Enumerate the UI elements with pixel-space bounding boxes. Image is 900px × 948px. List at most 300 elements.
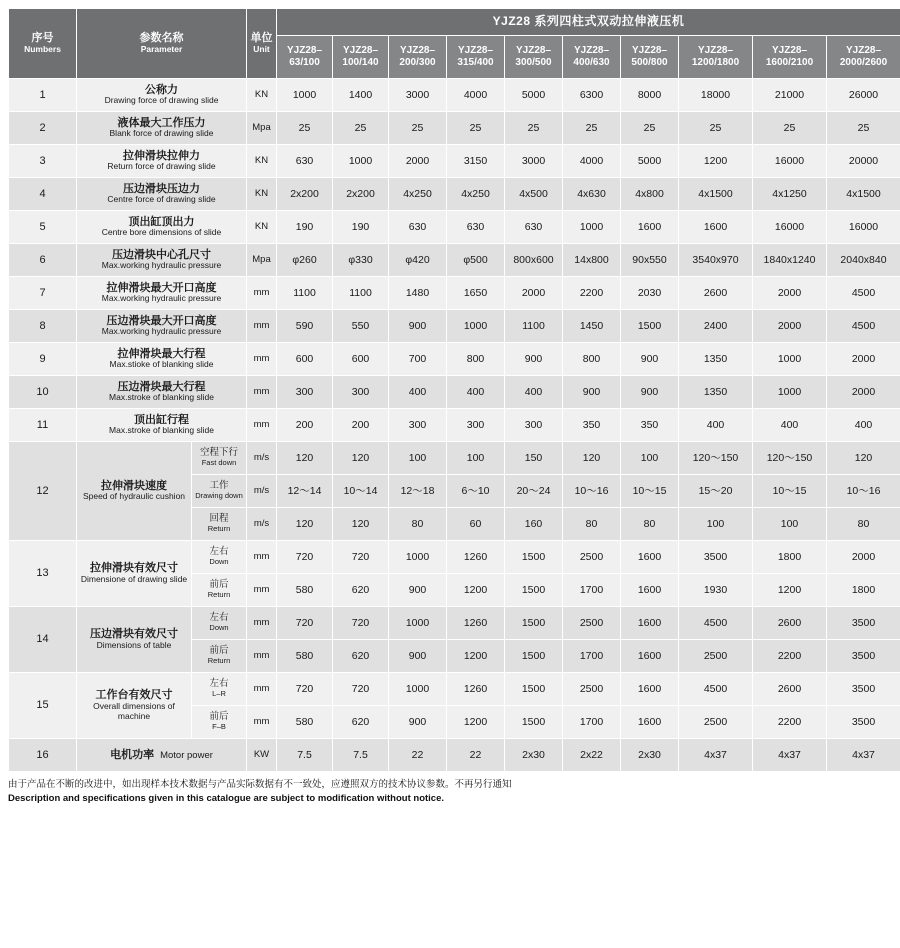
row-value-3: 900: [389, 706, 447, 739]
row-value-4: 6～10: [447, 475, 505, 508]
row-value-6: 1700: [563, 706, 621, 739]
row-value-5: 150: [505, 442, 563, 475]
group-parameter-cn: 压边滑块有效尺寸: [90, 628, 178, 641]
row-value-5: 3000: [505, 145, 563, 178]
row-value-2: 720: [333, 607, 389, 640]
row-parameter-label: [77, 310, 247, 343]
row-parameter-en: Drawing force of drawing slide: [104, 95, 219, 106]
model-line2: 1600/2100: [765, 57, 814, 68]
row-value-7: 90x550: [621, 244, 679, 277]
row-value-7: 10～15: [621, 475, 679, 508]
row-parameter-cn: 顶出缸行程: [134, 413, 189, 426]
sub-parameter-en: L–R: [212, 689, 226, 699]
row-value-6: 800: [563, 343, 621, 376]
row-number: 3: [9, 145, 77, 178]
row-value-4: φ500: [447, 244, 505, 277]
row-value-3: 100: [389, 442, 447, 475]
row-value-1: 580: [277, 574, 333, 607]
row-value-9: 25: [753, 112, 827, 145]
row-value-7: 900: [621, 343, 679, 376]
row-unit: Mpa: [247, 112, 277, 145]
row-number: 11: [9, 409, 77, 442]
row-value-5: 400: [505, 376, 563, 409]
sub-parameter-en: Return: [207, 524, 231, 534]
row-value-7: 2x30: [621, 739, 679, 772]
table-row: [9, 277, 900, 310]
row-value-8: 3540x970: [679, 244, 753, 277]
row-unit: KW: [247, 739, 277, 772]
header-model-7: [621, 36, 679, 79]
row-parameter-en: Motor power: [160, 749, 213, 761]
group-parameter-en: Overall dimensions of machine: [93, 701, 175, 721]
row-value-5: 20～24: [505, 475, 563, 508]
row-unit: mm: [247, 376, 277, 409]
row-value-8: 400: [679, 409, 753, 442]
sub-parameter-label: [192, 640, 247, 673]
row-parameter-en: Centre force of drawing slide: [107, 194, 216, 205]
row-value-3: 300: [389, 409, 447, 442]
sub-parameter-en: F–B: [212, 722, 226, 732]
row-parameter-cn: 压边滑块最大行程: [117, 380, 206, 393]
row-value-4: 22: [447, 739, 505, 772]
row-number: 4: [9, 178, 77, 211]
row-value-5: 800x600: [505, 244, 563, 277]
row-value-1: φ260: [277, 244, 333, 277]
row-value-9: 2000: [753, 277, 827, 310]
row-value-10: 25: [827, 112, 900, 145]
row-value-8: 120～150: [679, 442, 753, 475]
model-line2: 2000/2600: [839, 57, 888, 68]
row-value-6: 2200: [563, 277, 621, 310]
row-parameter-label: [77, 244, 247, 277]
sub-parameter-cn: 左右: [209, 612, 229, 624]
row-number: 1: [9, 79, 77, 112]
row-value-9: 1000: [753, 343, 827, 376]
header-model-4: [447, 36, 505, 79]
row-number: 9: [9, 343, 77, 376]
row-value-5: 2000: [505, 277, 563, 310]
header-model-5: [505, 36, 563, 79]
row-value-10: 2040x840: [827, 244, 900, 277]
row-parameter-cn: 拉伸滑块最大行程: [117, 347, 206, 360]
row-value-4: 630: [447, 211, 505, 244]
sub-parameter-cn: 左右: [209, 546, 229, 558]
row-value-10: 2000: [827, 541, 900, 574]
row-value-7: 8000: [621, 79, 679, 112]
row-value-6: 1700: [563, 574, 621, 607]
row-parameter-cn: 拉伸滑块最大开口高度: [106, 281, 217, 294]
model-line2: 200/300: [399, 57, 436, 68]
header-row-title: [9, 9, 900, 36]
table-row: [9, 310, 900, 343]
row-value-2: 2x200: [333, 178, 389, 211]
group-parameter-label: [77, 607, 192, 673]
row-value-9: 2600: [753, 607, 827, 640]
row-value-8: 2400: [679, 310, 753, 343]
row-value-10: 4500: [827, 310, 900, 343]
row-unit: mm: [247, 310, 277, 343]
row-value-10: 3500: [827, 607, 900, 640]
row-parameter-label: [77, 343, 247, 376]
row-number: 16: [9, 739, 77, 772]
model-line2: 315/400: [457, 57, 494, 68]
row-number: 6: [9, 244, 77, 277]
header-unit-en: Unit: [253, 43, 270, 54]
table-row: [9, 178, 900, 211]
row-number: 10: [9, 376, 77, 409]
footnote-line-en: Description and specifications given in this catalogue are subject to modification without notice.: [8, 793, 445, 805]
row-value-10: 3500: [827, 640, 900, 673]
row-unit: KN: [247, 145, 277, 178]
row-parameter-label: [77, 178, 247, 211]
row-value-2: 620: [333, 640, 389, 673]
row-value-8: 1350: [679, 376, 753, 409]
row-parameter-label: [77, 739, 247, 772]
row-value-2: 620: [333, 706, 389, 739]
row-unit: mm: [247, 409, 277, 442]
row-value-4: 1000: [447, 310, 505, 343]
row-value-4: 800: [447, 343, 505, 376]
row-value-9: 1840x1240: [753, 244, 827, 277]
row-value-9: 400: [753, 409, 827, 442]
row-value-7: 1600: [621, 706, 679, 739]
group-parameter-en: Dimensione of drawing slide: [80, 573, 188, 584]
row-value-8: 2500: [679, 706, 753, 739]
model-line1: YJZ28–: [697, 44, 734, 56]
row-value-5: 630: [505, 211, 563, 244]
row-number: 13: [9, 541, 77, 607]
row-value-7: 1600: [621, 607, 679, 640]
row-parameter-cn: 压边滑块压边力: [123, 182, 200, 195]
sub-parameter-cn: 前后: [209, 711, 229, 723]
row-value-3: 1480: [389, 277, 447, 310]
header-model-9: [753, 36, 827, 79]
table-row: [9, 145, 900, 178]
row-unit: Mpa: [247, 244, 277, 277]
row-value-2: 10～14: [333, 475, 389, 508]
row-value-3: φ420: [389, 244, 447, 277]
row-parameter-label: [77, 376, 247, 409]
row-value-10: 1800: [827, 574, 900, 607]
row-value-10: 80: [827, 508, 900, 541]
row-value-1: 1000: [277, 79, 333, 112]
row-value-4: 1260: [447, 673, 505, 706]
row-value-5: 160: [505, 508, 563, 541]
row-value-9: 2600: [753, 673, 827, 706]
model-line1: YJZ28–: [573, 44, 610, 56]
model-line2: 63/100: [289, 57, 320, 68]
model-line1: YJZ28–: [342, 44, 379, 56]
table-row: [9, 244, 900, 277]
sub-parameter-cn: 左右: [209, 678, 229, 690]
row-value-3: 2000: [389, 145, 447, 178]
group-parameter-en: Dimensions of table: [96, 639, 172, 650]
row-value-2: 200: [333, 409, 389, 442]
sub-parameter-en: Fast down: [201, 458, 237, 468]
row-value-3: 4x250: [389, 178, 447, 211]
row-value-5: 1500: [505, 541, 563, 574]
header-parameter-cn: 参数名称: [139, 32, 184, 45]
row-value-2: 600: [333, 343, 389, 376]
row-value-6: 350: [563, 409, 621, 442]
sub-parameter-cn: 前后: [209, 645, 229, 657]
row-parameter-en: Max.stioke of blanking slide: [109, 359, 214, 370]
row-value-2: φ330: [333, 244, 389, 277]
row-value-4: 3150: [447, 145, 505, 178]
row-number: 2: [9, 112, 77, 145]
row-value-7: 1600: [621, 640, 679, 673]
row-value-6: 4000: [563, 145, 621, 178]
row-value-10: 4x1500: [827, 178, 900, 211]
row-value-4: 1200: [447, 574, 505, 607]
row-value-3: 630: [389, 211, 447, 244]
row-unit: mm: [247, 343, 277, 376]
group-parameter-cn: 拉伸滑块有效尺寸: [90, 562, 178, 575]
row-value-6: 2500: [563, 607, 621, 640]
row-value-3: 400: [389, 376, 447, 409]
row-unit: mm: [247, 277, 277, 310]
table-row: [9, 673, 900, 706]
sub-parameter-label: [192, 607, 247, 640]
model-line1: YJZ28–: [631, 44, 668, 56]
row-parameter-en: Centre bore dimensions of slide: [101, 227, 222, 238]
row-value-9: 21000: [753, 79, 827, 112]
row-parameter-en: Blank force of drawing slide: [109, 128, 214, 139]
row-value-7: 4x800: [621, 178, 679, 211]
row-value-5: 5000: [505, 79, 563, 112]
row-value-9: 1200: [753, 574, 827, 607]
header-numbers-en: Numbers: [24, 43, 61, 54]
row-value-3: 80: [389, 508, 447, 541]
row-value-8: 100: [679, 508, 753, 541]
row-value-2: 720: [333, 541, 389, 574]
row-value-8: 3500: [679, 541, 753, 574]
row-value-6: 900: [563, 376, 621, 409]
row-value-4: 1200: [447, 640, 505, 673]
row-value-7: 350: [621, 409, 679, 442]
row-unit: mm: [247, 673, 277, 706]
row-value-1: 7.5: [277, 739, 333, 772]
row-value-7: 80: [621, 508, 679, 541]
table-row: [9, 409, 900, 442]
group-parameter-label: [77, 541, 192, 607]
row-value-6: 2x22: [563, 739, 621, 772]
row-value-7: 1600: [621, 541, 679, 574]
row-value-6: 10～16: [563, 475, 621, 508]
row-value-10: 3500: [827, 706, 900, 739]
row-value-4: 1260: [447, 541, 505, 574]
model-line2: 1200/1800: [691, 57, 740, 68]
row-unit: m/s: [247, 442, 277, 475]
row-value-10: 2000: [827, 376, 900, 409]
row-parameter-en: Max.working hydraulic pressure: [101, 326, 222, 337]
specification-table: [8, 8, 900, 772]
row-value-3: 1000: [389, 673, 447, 706]
row-unit: mm: [247, 706, 277, 739]
sub-parameter-en: Return: [207, 656, 231, 666]
row-value-3: 900: [389, 574, 447, 607]
row-parameter-label: [77, 79, 247, 112]
row-value-2: 720: [333, 673, 389, 706]
row-value-4: 1260: [447, 607, 505, 640]
row-value-7: 25: [621, 112, 679, 145]
row-number: 8: [9, 310, 77, 343]
row-unit: m/s: [247, 475, 277, 508]
group-parameter-label: [77, 442, 192, 541]
row-value-2: 120: [333, 508, 389, 541]
row-value-2: 620: [333, 574, 389, 607]
row-value-8: 15～20: [679, 475, 753, 508]
row-value-8: 18000: [679, 79, 753, 112]
row-value-4: 4x250: [447, 178, 505, 211]
row-value-3: 700: [389, 343, 447, 376]
row-value-1: 12～14: [277, 475, 333, 508]
sub-parameter-cn: 空程下行: [199, 447, 238, 459]
row-value-10: 400: [827, 409, 900, 442]
row-value-9: 2000: [753, 310, 827, 343]
row-value-5: 1500: [505, 706, 563, 739]
row-parameter-en: Max.working hydraulic pressure: [101, 293, 222, 304]
row-value-6: 2500: [563, 541, 621, 574]
row-number: 5: [9, 211, 77, 244]
row-value-4: 25: [447, 112, 505, 145]
row-parameter-cn: 顶出缸顶出力: [128, 215, 195, 228]
row-value-9: 120～150: [753, 442, 827, 475]
row-value-5: 1100: [505, 310, 563, 343]
row-value-5: 2x30: [505, 739, 563, 772]
row-parameter-label: [77, 211, 247, 244]
row-value-8: 4500: [679, 607, 753, 640]
row-value-6: 120: [563, 442, 621, 475]
row-value-4: 100: [447, 442, 505, 475]
row-value-1: 2x200: [277, 178, 333, 211]
header-model-2: [333, 36, 389, 79]
row-value-10: 10～16: [827, 475, 900, 508]
row-parameter-cn: 压边滑块最大开口高度: [106, 314, 217, 327]
sub-parameter-cn: 回程: [209, 513, 229, 525]
header-cell-parameter: [77, 9, 247, 79]
header-series-title: YJZ28 系列四柱式双动拉伸液压机: [277, 9, 900, 36]
row-value-3: 12～18: [389, 475, 447, 508]
row-unit: KN: [247, 178, 277, 211]
row-value-6: 1000: [563, 211, 621, 244]
sub-parameter-en: Drawing down: [195, 491, 243, 501]
table-row: [9, 343, 900, 376]
header-model-10: [827, 36, 900, 79]
row-value-5: 1500: [505, 574, 563, 607]
model-line1: YJZ28–: [845, 44, 882, 56]
header-model-8: [679, 36, 753, 79]
row-value-1: 580: [277, 640, 333, 673]
row-value-5: 1500: [505, 607, 563, 640]
row-value-7: 5000: [621, 145, 679, 178]
sub-parameter-label: [192, 442, 247, 475]
row-value-5: 900: [505, 343, 563, 376]
row-value-8: 4500: [679, 673, 753, 706]
row-value-7: 1600: [621, 673, 679, 706]
row-value-6: 4x630: [563, 178, 621, 211]
table-row: [9, 541, 900, 574]
row-unit: mm: [247, 541, 277, 574]
row-unit: mm: [247, 640, 277, 673]
row-parameter-cn: 拉伸滑块拉伸力: [123, 149, 200, 162]
row-value-4: 300: [447, 409, 505, 442]
row-parameter-en: Return force of drawing slide: [107, 161, 216, 172]
row-number: 12: [9, 442, 77, 541]
row-value-2: 190: [333, 211, 389, 244]
group-parameter-cn: 拉伸滑块速度: [101, 479, 167, 492]
table-row: [9, 112, 900, 145]
row-value-4: 400: [447, 376, 505, 409]
row-parameter-en: Max.stroke of blanking slide: [109, 392, 214, 403]
row-value-2: 550: [333, 310, 389, 343]
header-model-3: [389, 36, 447, 79]
row-value-2: 7.5: [333, 739, 389, 772]
row-value-7: 1500: [621, 310, 679, 343]
group-parameter-cn: 工作台有效尺寸: [95, 689, 173, 702]
header-numbers-cn: 序号: [31, 32, 54, 45]
row-value-9: 100: [753, 508, 827, 541]
row-value-1: 1100: [277, 277, 333, 310]
row-value-6: 2500: [563, 673, 621, 706]
row-value-3: 1000: [389, 541, 447, 574]
row-parameter-cn: 液体最大工作压力: [117, 116, 206, 129]
row-value-7: 1600: [621, 574, 679, 607]
header-unit-cn: 单位: [250, 32, 273, 45]
row-value-5: 1500: [505, 640, 563, 673]
row-value-1: 720: [277, 541, 333, 574]
row-value-5: 300: [505, 409, 563, 442]
row-value-7: 900: [621, 376, 679, 409]
row-value-8: 1930: [679, 574, 753, 607]
row-parameter-en: Max.stroke of blanking slide: [109, 425, 214, 436]
row-value-1: 580: [277, 706, 333, 739]
row-value-3: 25: [389, 112, 447, 145]
row-value-4: 60: [447, 508, 505, 541]
group-parameter-label: [77, 673, 192, 739]
row-value-8: 4x37: [679, 739, 753, 772]
row-parameter-label: [77, 145, 247, 178]
row-value-10: 26000: [827, 79, 900, 112]
sub-parameter-cn: 前后: [209, 579, 229, 591]
row-value-8: 1200: [679, 145, 753, 178]
row-value-9: 4x1250: [753, 178, 827, 211]
row-parameter-cn: 公称力: [145, 83, 178, 96]
model-line2: 300/500: [515, 57, 552, 68]
row-value-8: 1600: [679, 211, 753, 244]
row-value-2: 25: [333, 112, 389, 145]
row-value-1: 720: [277, 673, 333, 706]
row-value-1: 590: [277, 310, 333, 343]
row-value-3: 3000: [389, 79, 447, 112]
row-unit: KN: [247, 211, 277, 244]
row-value-4: 1200: [447, 706, 505, 739]
row-parameter-label: [77, 409, 247, 442]
row-value-4: 1650: [447, 277, 505, 310]
table-row: [9, 739, 900, 772]
row-value-4: 4000: [447, 79, 505, 112]
row-value-1: 630: [277, 145, 333, 178]
sub-parameter-en: Down: [209, 557, 229, 567]
row-value-2: 1100: [333, 277, 389, 310]
row-value-5: 1500: [505, 673, 563, 706]
table-row: [9, 442, 900, 475]
row-number: 15: [9, 673, 77, 739]
sub-parameter-cn: 工作: [209, 480, 229, 492]
row-value-10: 4x37: [827, 739, 900, 772]
row-value-2: 1000: [333, 145, 389, 178]
table-row: [9, 79, 900, 112]
